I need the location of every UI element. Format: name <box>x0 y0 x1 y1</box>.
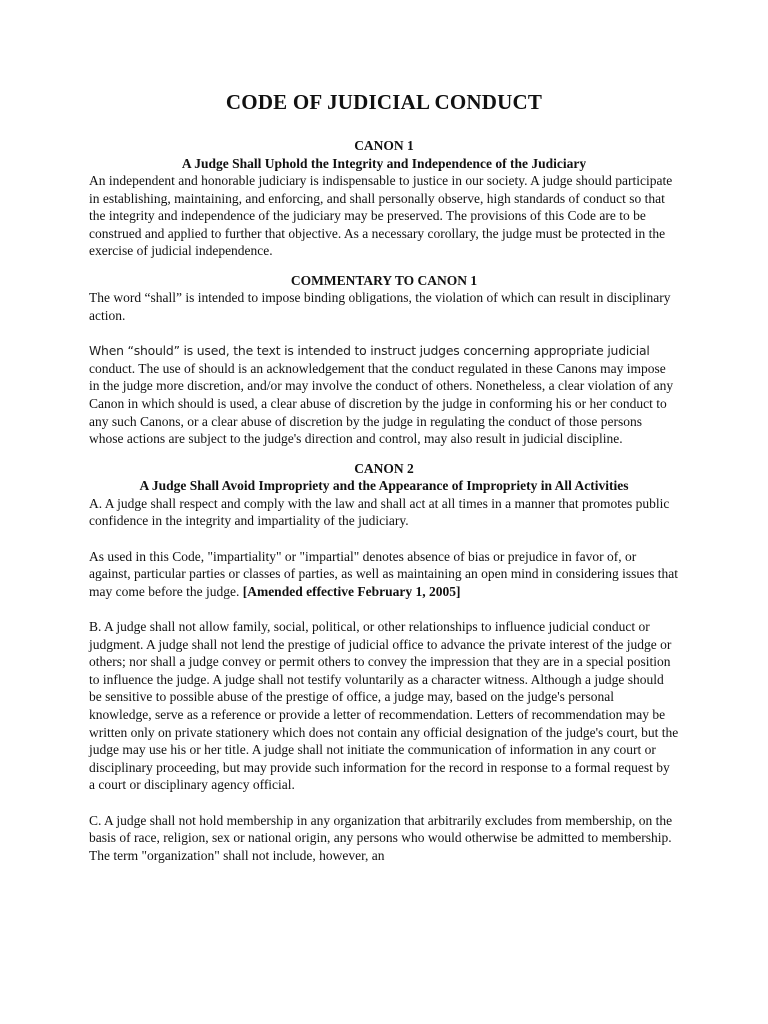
canon-2-para-b: B. A judge shall not allow family, social, political, or other relationships to influence judicial conduct or judgment. A judge shall not lend the prestige of judicial office to advance the private interest of the judge or others; nor shall a judge convey or permit others to convey the impression that they are in a special position to influence the judge. A judge shall not testify voluntarily as a character witness. Although a judge should be sensitive to possible abuse of the prestige of office, a judge may, based on the judge's personal knowledge, serve as a reference or provide a letter of recommendation. Letters of recommendation may be written only on private stationery which does not contain any official designation of the judge's court, but the judge may use his or her title. A judge shall not initiate the communication of information in any court or disciplinary proceeding, but may provide such information for the record in response to a formal request by a court or disciplinary agency official. <box>89 618 679 793</box>
amended-note: [Amended effective February 1, 2005] <box>242 583 461 599</box>
canon-1-text: An independent and honorable judiciary is indispensable to justice in our society. A judge should participate in establishing, maintaining, and enforcing, and shall personally observe, high standards of conduct so that the integrity and independence of the judiciary may be preserved. The provisions of this Code are to be construed and applied to further that objective. As a necessary corollary, the judge must be protected in the exercise of judicial independence. <box>89 173 673 259</box>
canon-2-impartiality-para <box>89 548 679 601</box>
canon-1-number: CANON 1 <box>354 138 414 153</box>
canon-1-heading: A Judge Shall Uphold the Integrity and Independence of the Judiciary <box>181 155 587 171</box>
canon-2-number: CANON 2 <box>354 460 414 476</box>
impartiality-text: As used in this Code, "impartiality" or "impartial" denotes absence of bias or prejudice in favor of, or against, particular parties or classes of parties, as well as maintaining an open mind in considering issues that may come before the judge. <box>89 548 678 599</box>
commentary-1-para-2-rest: conduct. The use of should is an acknowledgement that the conduct regulated in these Canons may impose in the judge more discretion, and/or may involve the conduct of others. Nonetheless, a clear violation of any Canon in which should is used, a clear abuse of discretion by the judge in conforming his or her conduct to any such Canons, or a clear abuse of discretion by the judge in regulating the conduct of those persons whose actions are subject to the judge's direction and control, may also result in judicial discipline. <box>89 360 674 447</box>
document-title: CODE OF JUDICIAL CONDUCT <box>225 90 543 114</box>
canon-2-heading: A Judge Shall Avoid Impropriety and the Appearance of Impropriety in All Activities <box>139 478 629 494</box>
canon-2-para-c: C. A judge shall not hold membership in any organization that arbitrarily excludes from membership, on the basis of race, religion, sex or national origin, any persons who would otherwise be admitted to membership. The term "organization" shall not include, however, an <box>89 812 673 863</box>
canon-2-para-a: A. A judge shall respect and comply with the law and shall act at all times in a manner that promotes public confidence in the integrity and impartiality of the judiciary. <box>89 495 670 529</box>
commentary-1-title: COMMENTARY TO CANON 1 <box>290 272 478 288</box>
commentary-1-para-2-scanned-line: When “should” is used, the text is intended to instruct judges concerning appropriate judicial <box>89 343 650 359</box>
commentary-1-para-1: The word “shall” is intended to impose binding obligations, the violation of which can result in disciplinary action. <box>89 290 671 324</box>
commentary-1-para-2 <box>89 342 679 448</box>
